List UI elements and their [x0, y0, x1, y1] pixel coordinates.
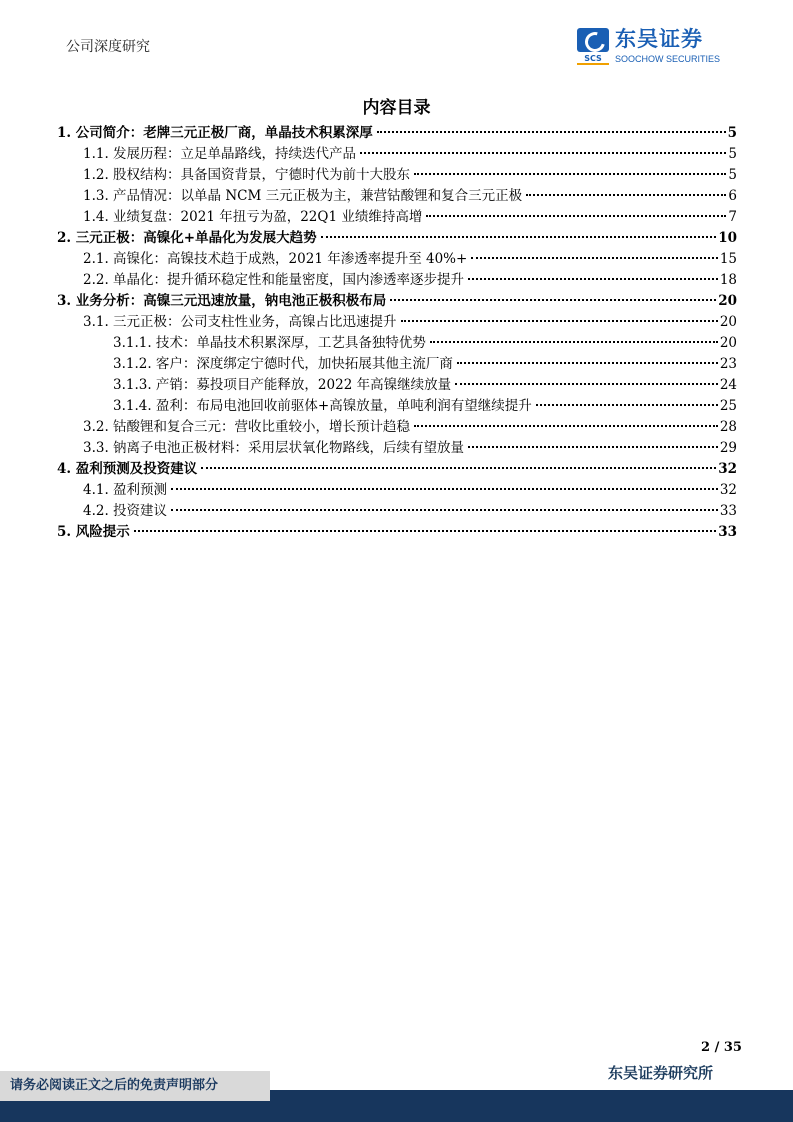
toc-entry-page: 20: [719, 335, 737, 351]
toc-entry-label: 1.4. 业绩复盘：2021 年扭亏为盈，22Q1 业绩维持高增: [83, 207, 424, 228]
dot-leader: [526, 194, 726, 196]
toc-entry[interactable]: [57, 186, 737, 207]
toc-title: 内容目录: [362, 98, 431, 118]
toc-entry-page: 5: [728, 167, 737, 183]
dot-leader: [455, 383, 718, 385]
toc-entry-label: 4.1. 盈利预测: [83, 480, 169, 501]
toc-entry-page: 6: [728, 188, 737, 204]
dot-leader: [171, 488, 718, 490]
toc-entry-page: 7: [728, 209, 737, 225]
report-type: 公司深度研究: [66, 39, 150, 55]
logo-cn: 东吴证券: [615, 27, 703, 51]
toc-entry[interactable]: [57, 333, 737, 354]
dot-leader: [468, 446, 718, 448]
toc-entry[interactable]: [57, 228, 737, 249]
logo-mark-icon: [577, 28, 609, 52]
toc-entry-page: 32: [719, 482, 737, 498]
toc-entry-label: 3.1. 三元正极：公司支柱性业务，高镍占比迅速提升: [83, 312, 399, 333]
toc-entry[interactable]: [57, 291, 737, 312]
logo-scs: SCS: [577, 54, 609, 65]
toc-entry-page: 18: [719, 272, 737, 288]
toc-entry-page: 29: [719, 440, 737, 456]
toc-entry-label: 3.1.2. 客户：深度绑定宁德时代，加快拓展其他主流厂商: [113, 354, 455, 375]
toc-entry[interactable]: [57, 249, 737, 270]
page-number: 2 / 35: [701, 1040, 742, 1055]
table-of-contents: [57, 123, 737, 543]
toc-entry[interactable]: [57, 312, 737, 333]
toc-entry-label: 4. 盈利预测及投资建议: [57, 459, 199, 480]
toc-entry-page: 23: [719, 356, 737, 372]
dot-leader: [401, 320, 718, 322]
toc-entry[interactable]: [57, 144, 737, 165]
dot-leader: [377, 131, 726, 133]
toc-entry-page: 33: [719, 503, 737, 519]
toc-entry[interactable]: [57, 270, 737, 291]
toc-entry-page: 33: [718, 524, 737, 540]
toc-entry[interactable]: [57, 417, 737, 438]
toc-entry[interactable]: [57, 522, 737, 543]
toc-entry-page: 24: [719, 377, 737, 393]
toc-entry-page: 32: [718, 461, 737, 477]
dot-leader: [457, 362, 718, 364]
toc-entry-page: 20: [719, 314, 737, 330]
toc-entry[interactable]: [57, 165, 737, 186]
toc-entry-label: 3.2. 钴酸锂和复合三元：营收比重较小，增长预计趋稳: [83, 417, 412, 438]
toc-entry-label: 2.1. 高镍化：高镍技术趋于成熟，2021 年渗透率提升至 40%+: [83, 249, 469, 270]
dot-leader: [536, 404, 718, 406]
dot-leader: [471, 257, 718, 259]
toc-entry[interactable]: [57, 354, 737, 375]
toc-entry[interactable]: [57, 480, 737, 501]
toc-entry-label: 3.1.4. 盈利：布局电池回收前驱体+高镍放量，单吨利润有望继续提升: [113, 396, 534, 417]
dot-leader: [134, 530, 716, 532]
dot-leader: [201, 467, 716, 469]
dot-leader: [390, 299, 716, 301]
toc-entry-label: 1.1. 发展历程：立足单晶路线，持续迭代产品: [83, 144, 358, 165]
toc-entry-label: 1.3. 产品情况：以单晶 NCM 三元正极为主，兼营钴酸锂和复合三元正极: [83, 186, 524, 207]
toc-entry[interactable]: [57, 123, 737, 144]
toc-entry-label: 4.2. 投资建议: [83, 501, 169, 522]
dot-leader: [468, 278, 718, 280]
toc-entry-label: 2.2. 单晶化：提升循环稳定性和能量密度，国内渗透率逐步提升: [83, 270, 466, 291]
toc-entry[interactable]: [57, 501, 737, 522]
toc-entry-label: 3.1.3. 产销：募投项目产能释放，2022 年高镍继续放量: [113, 375, 453, 396]
dot-leader: [171, 509, 718, 511]
disclaimer-note: 请务必阅读正文之后的免责声明部分: [0, 1071, 270, 1101]
toc-entry[interactable]: [57, 459, 737, 480]
toc-entry-label: 1. 公司简介：老牌三元正极厂商，单晶技术积累深厚: [57, 123, 375, 144]
toc-entry-label: 2. 三元正极：高镍化+单晶化为发展大趋势: [57, 228, 319, 249]
toc-entry-page: 15: [719, 251, 737, 267]
dot-leader: [360, 152, 726, 154]
toc-entry[interactable]: [57, 375, 737, 396]
toc-entry-page: 25: [719, 398, 737, 414]
toc-entry-page: 5: [728, 146, 737, 162]
dot-leader: [430, 341, 718, 343]
soochow-logo: [577, 28, 737, 66]
dot-leader: [426, 215, 726, 217]
toc-entry-page: 10: [718, 230, 737, 246]
toc-entry-page: 20: [718, 293, 737, 309]
toc-entry-label: 3.1.1. 技术：单晶技术积累深厚，工艺具备独特优势: [113, 333, 428, 354]
toc-entry-label: 3. 业务分析：高镍三元迅速放量，钠电池正极积极布局: [57, 291, 388, 312]
dot-leader: [414, 173, 726, 175]
institute-name: 东吴证券研究所: [608, 1064, 714, 1082]
toc-entry-label: 1.2. 股权结构：具备国资背景，宁德时代为前十大股东: [83, 165, 412, 186]
dot-leader: [414, 425, 718, 427]
toc-entry[interactable]: [57, 207, 737, 228]
dot-leader: [321, 236, 717, 238]
toc-entry[interactable]: [57, 438, 737, 459]
logo-en: SOOCHOW SECURITIES: [615, 54, 721, 64]
toc-entry-page: 28: [719, 419, 737, 435]
toc-entry[interactable]: [57, 396, 737, 417]
toc-entry-label: 3.3. 钠离子电池正极材料：采用层状氧化物路线，后续有望放量: [83, 438, 466, 459]
toc-entry-page: 5: [727, 125, 737, 141]
toc-entry-label: 5. 风险提示: [57, 522, 132, 543]
